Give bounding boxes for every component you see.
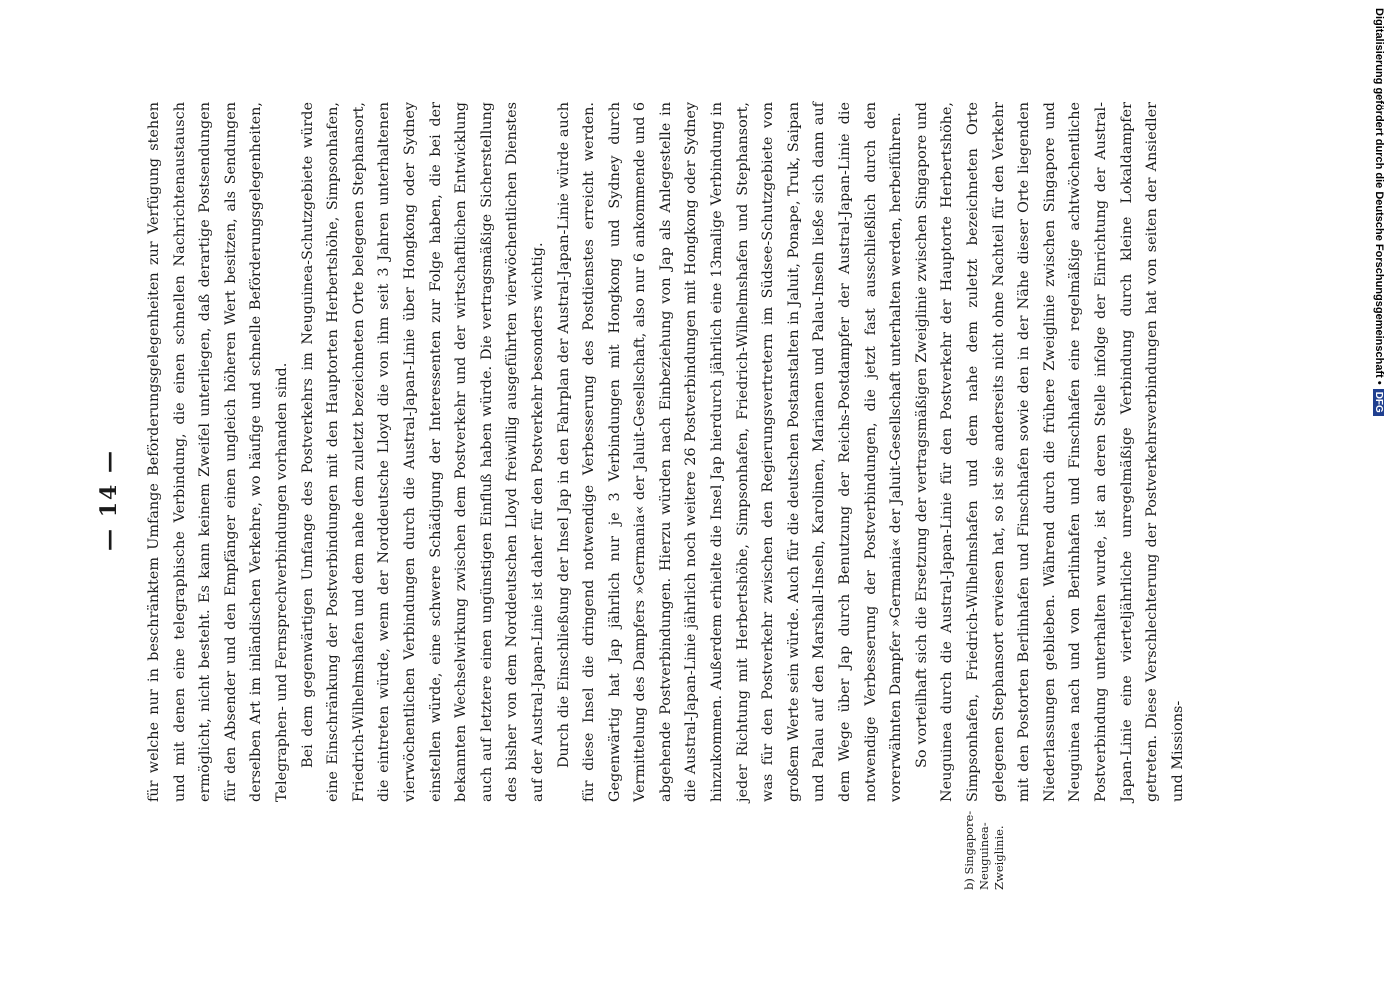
paragraph-4: So vorteilhaft sich die Ersetzung der vertragsmäßigen Zweiglinie zwischen Singapore und Neuguinea durch die Austral-Japan-Linie für den Postverkehr der Hauptorte Herbertshöhe, Simpsonhafen, Friedrich-Wilhelmshafen und dem nahe dem zuletzt bezeichneten Orte gelegenen Stephansort erwiesen hat, so ist sie anderseits nicht ohne Nachteil für den Verkehr mit den Postorten Berlinhafen und Finschhafen sowie den in der Nähe dieser Orte liegenden Niederlassungen geblieben. Während durch die frühere Zweiglinie zwischen Singapore und Neuguinea nach und von Berlinhafen und Finschhafen eine regelmäßige achtwöchentliche Postverbindung unterhalten wurde, ist an deren Stelle infolge der Einrichtung der Austral-Japan-Linie eine vierteljährliche unregelmäßige Verbindung durch kleine Lokaldampfer getreten. Diese Verschlechterung der Postverkehrsverbindungen hat von seiten der Ansiedler und Missions- xyxy=(913,102,1186,802)
margin-note: b) Singapore-Neuguinea-Zweiglinie. xyxy=(962,810,1006,890)
digitization-credit xyxy=(1367,8,1385,728)
credit-text: Digitalisierung gefördert durch die Deutsche Forschungsgemeinschaft • xyxy=(1373,8,1385,385)
credit-strip xyxy=(1360,0,1390,1000)
dfg-logo: DFG xyxy=(1373,389,1384,416)
paragraph-1: für welche nur in beschränktem Umfange Beförderungsgelegenheiten zur Verfügung stehen und mit denen eine telegraphische Verbindung, die einen schnellen Nachrichtenaustausch ermöglicht, nicht besteht. Es kann keinem Zweifel unterliegen, daß derartige Postsendungen für den Absender und den Empfänger einen ungleich höheren Wert besitzen, als Sendungen derselben Art im inländischen Verkehre, wo häufige und schnelle Beförderungsgelegenheiten, Telegraphen- und Fernsprechverbindungen vorhanden sind. xyxy=(146,102,290,802)
page-number: — 14 — xyxy=(96,449,122,551)
paragraph-2: Bei dem gegenwärtigen Umfange des Postverkehrs im Neuguinea-Schutzgebiete würde eine Einschränkung der Postverbindungen mit den Hauptorten Herbertshöhe, Simpsonhafen, Friedrich-Wilhelmshafen und dem nahe dem zuletzt bezeichneten Orte belegenen Stephansort, die eintreten würde, wenn der Norddeutsche Lloyd die von ihm seit 3 Jahren unterhaltenen vierwöchentlichen Verbindungen durch die Austral-Japan-Linie über Hongkong oder Sydney einstellen würde, eine schwere Schädigung der Interessenten zur Folge haben, die bei der bekannten Wechselwirkung zwischen dem Postverkehr und der wirtschaftlichen Entwicklung auch auf letztere einen ungünstigen Einfluß haben würde. Die vertragsmäßige Sicherstellung des bisher von dem Norddeutschen Lloyd freiwillig ausgeführten vierwöchentlichen Dienstes auf der Austral-Japan-Linie ist daher für den Postverkehr besonders wichtig. xyxy=(299,102,546,802)
paragraph-3: Durch die Einschließung der Insel Jap in den Fahrplan der Austral-Japan-Linie würde auch für diese Insel die dringend notwendige Verbesserung des Postdienstes erreicht werden. Gegenwärtig hat Jap jährlich nur je 3 Verbindungen mit Hongkong und Sydney durch Vermittelung des Dampfers »Germania« der Jaluit-Gesellschaft, also nur 6 ankommende und 6 abgehende Postverbindungen. Hierzu würden nach Einbeziehung von Jap als Anlegestelle in die Austral-Japan-Linie jährlich noch weitere 26 Postverbindungen mit Hongkong oder Sydney hinzukommen. Außerdem erhielte die Insel Jap hierdurch jährlich eine 13malige Verbindung in jeder Richtung mit Herbertshöhe, Simpsonhafen, Friedrich-Wilhelmshafen und Stephansort, was für den Postverkehr zwischen den Regierungsvertretern im Südsee-Schutzgebiete von großem Werte sein würde. Auch für die deutschen Postanstalten in Jaluit, Ponape, Truk, Saipan und Palau auf den Marshall-Inseln, Karolinen, Marianen und Palau-Inseln ließe sich dann auf dem Wege über Jap durch Benutzung der Reichs-Postdampfer der Austral-Japan-Linie die notwendige Verbesserung der Postverbindungen, die jetzt fast ausschließlich durch den vorerwähnten Dampfer »Germania« der Jaluit-Gesellschaft unterhalten werden, herbeiführen. xyxy=(555,102,905,802)
body-text xyxy=(142,102,1191,802)
